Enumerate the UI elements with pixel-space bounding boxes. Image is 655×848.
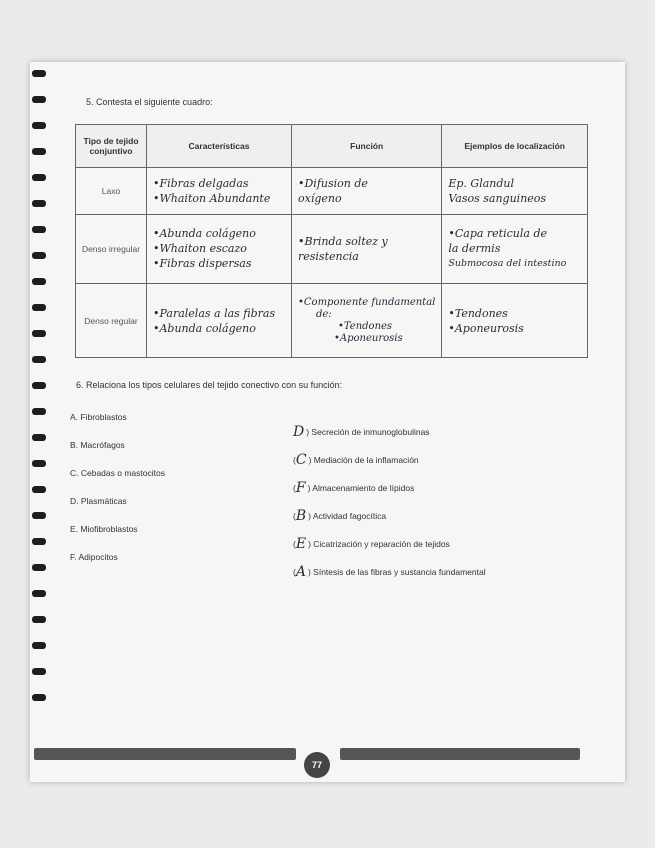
section5-title: 5. Contesta el siguiente cuadro: xyxy=(86,97,213,107)
page-number: 77 xyxy=(304,752,330,778)
handwritten-text: •Componente fundamental xyxy=(298,296,436,308)
connective-tissue-table xyxy=(75,124,588,358)
functions-list xyxy=(293,418,486,586)
cell-types-list xyxy=(70,412,165,580)
list-item: ( B ) Actividad fagocítica xyxy=(293,508,387,524)
handwritten-text: Submocosa del intestino xyxy=(448,258,567,270)
cell-characteristics xyxy=(147,168,292,215)
row-type-denso-irregular: Denso irregular xyxy=(76,214,147,283)
answer-letter: B xyxy=(295,508,307,524)
row-type-denso-regular: Denso regular xyxy=(76,284,147,358)
table-header-row xyxy=(76,125,588,168)
function-text: ) Mediación de la inflamación xyxy=(308,455,419,465)
list-item: ( E ) Cicatrización y reparación de tejidos xyxy=(293,536,450,552)
handwritten-text: la dermis xyxy=(448,242,501,256)
table-row xyxy=(76,284,588,358)
list-item: B. Macrófagos xyxy=(70,440,125,450)
header-characteristics: Características xyxy=(147,125,292,168)
answer-letter: F xyxy=(295,480,306,496)
handwritten-text: Vasos sanguineos xyxy=(448,191,547,205)
answer-letter: C xyxy=(295,452,307,468)
list-item: D. Plasmáticas xyxy=(70,496,127,506)
handwritten-text: resistencia xyxy=(298,249,359,263)
list-item: C. Cebadas o mastocitos xyxy=(70,468,165,478)
handwritten-text: •Fibras delgadas xyxy=(153,176,249,190)
header-examples: Ejemplos de localización xyxy=(442,125,588,168)
cell-function xyxy=(292,168,442,215)
handwritten-text: •Tendones xyxy=(448,306,508,320)
footer-bar-right xyxy=(340,748,580,760)
handwritten-text: •Aponeurosis xyxy=(448,321,524,335)
function-text: ) Almacenamiento de lípidos xyxy=(307,483,415,493)
handwritten-text: •Capa reticula de xyxy=(448,227,547,241)
function-text: ) Síntesis de las fibras y sustancia fundamental xyxy=(307,567,486,577)
cell-examples xyxy=(442,284,588,358)
list-item: F. Adipocitos xyxy=(70,552,118,562)
table-row xyxy=(76,214,588,283)
cell-function xyxy=(292,284,442,358)
list-item: ( C ) Mediación de la inflamación xyxy=(293,452,419,468)
spiral-binding xyxy=(32,70,46,720)
handwritten-text: •Whaiton Abundante xyxy=(153,191,271,205)
list-item: A. Fibroblastos xyxy=(70,412,127,422)
function-text: ) Cicatrización y reparación de tejidos xyxy=(308,539,450,549)
handwritten-text: •Abunda colágeno xyxy=(153,227,256,241)
header-function: Función xyxy=(292,125,442,168)
handwritten-text: •Abunda colágeno xyxy=(153,321,256,335)
list-item: ( A ) Síntesis de las fibras y sustancia fundamental xyxy=(293,564,486,580)
list-item xyxy=(293,418,486,446)
handwritten-text: •Brinda soltez y xyxy=(298,234,388,248)
cell-characteristics xyxy=(147,284,292,358)
handwritten-text: •Tendones xyxy=(338,320,393,332)
handwritten-text: •Aponeurosis xyxy=(334,332,403,344)
section6-title: 6. Relaciona los tipos celulares del tejido conectivo con su función: xyxy=(76,380,343,390)
handwritten-text: oxígeno xyxy=(298,191,342,205)
handwritten-text: de: xyxy=(316,308,332,320)
cell-examples xyxy=(442,214,588,283)
function-text: ) Actividad fagocítica xyxy=(308,511,387,521)
handwritten-text: Ep. Glandul xyxy=(448,176,515,190)
answer-letter: A xyxy=(295,564,306,580)
handwritten-text: •Paralelas a las fibras xyxy=(153,306,276,320)
cell-characteristics xyxy=(147,214,292,283)
handwritten-text: •Fibras dispersas xyxy=(153,257,252,271)
list-item: E. Miofibroblastos xyxy=(70,524,138,534)
table-row xyxy=(76,168,588,215)
header-type: Tipo de tejido conjuntivo xyxy=(76,125,147,168)
function-text: ) Secreción de inmunoglobulinas xyxy=(306,427,430,437)
answer-letter: D xyxy=(293,424,305,440)
cell-function xyxy=(292,214,442,283)
handwritten-text: •Whaiton escazo xyxy=(153,242,247,256)
cell-examples xyxy=(442,168,588,215)
handwritten-text: •Difusion de xyxy=(298,176,368,190)
list-item: ( F ) Almacenamiento de lípidos xyxy=(293,480,415,496)
row-type-laxo: Laxo xyxy=(76,168,147,215)
footer-bar-left xyxy=(34,748,296,760)
answer-letter: E xyxy=(295,536,307,552)
